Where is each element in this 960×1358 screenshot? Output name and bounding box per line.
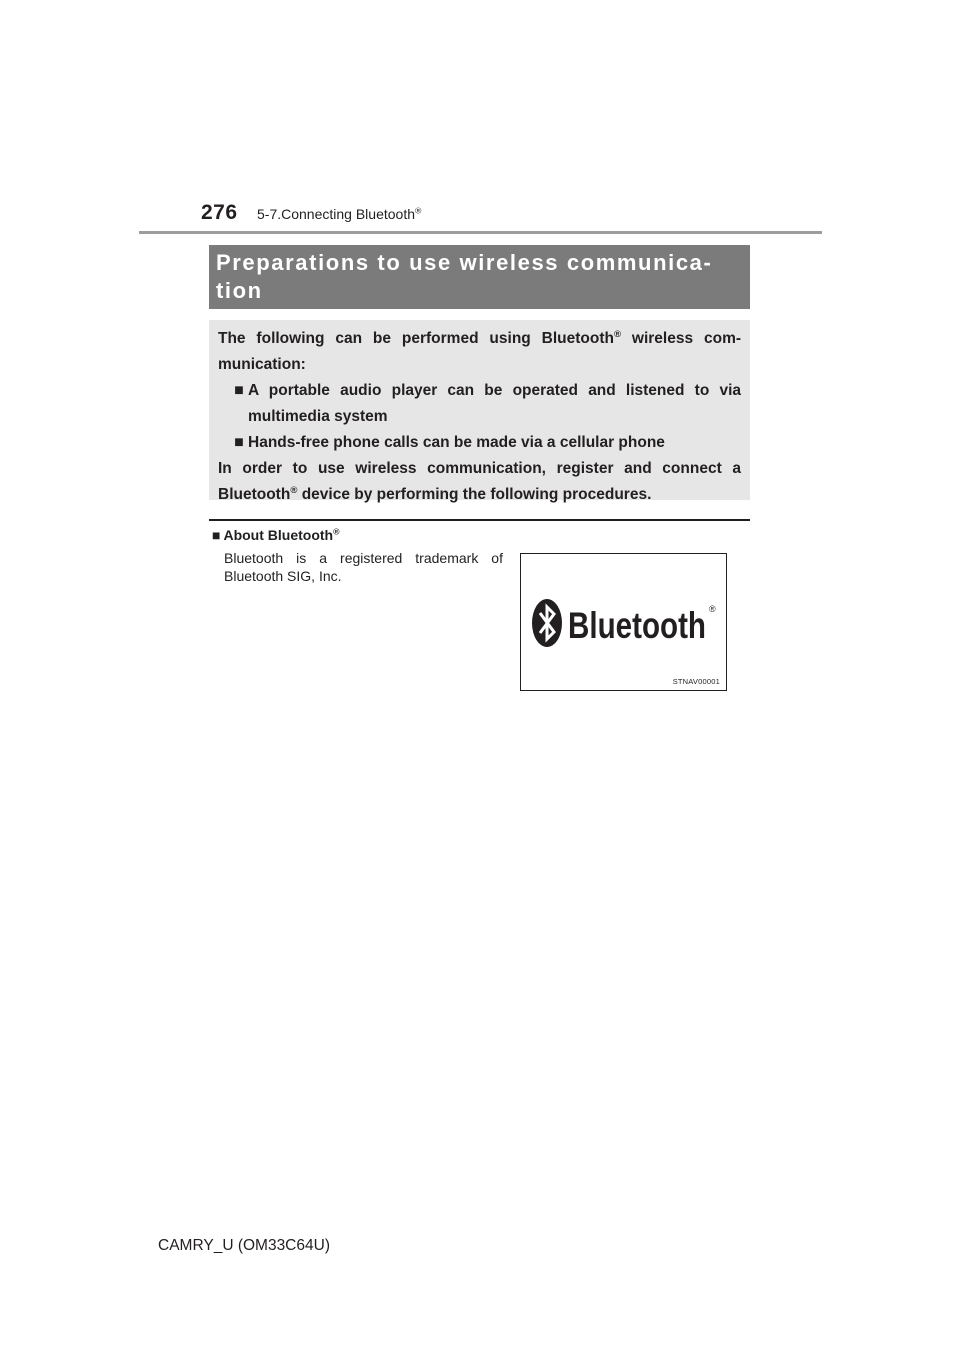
page-header [0,0,960,240]
header-rule [139,231,822,234]
square-bullet-icon: ■ [234,382,244,399]
page-number: 276 [201,201,238,224]
about-text: Bluetooth is a registered trademark of Bluetooth SIG, Inc. [224,550,503,584]
bluetooth-wordmark: Bluetooth [568,605,706,646]
registered-mark: ® [709,604,716,614]
about-heading [212,524,340,546]
intro-closing-text-end: device by performing the following procedures. [297,486,652,503]
list-item-text: A portable audio player can be operated and listened to via multimedia system [248,382,741,425]
bluetooth-logo [531,598,717,648]
intro-lead-text: The following can be performed using Bluetooth [218,330,614,347]
about-heading-text: About Bluetooth [223,527,334,543]
registered-mark: ® [333,526,340,537]
section-divider [209,519,750,521]
section-title-bar [209,245,750,309]
bluetooth-rune-icon [532,599,562,647]
footer-model-code: CAMRY_U (OM33C64U) [158,1237,330,1254]
square-bullet-icon: ■ [212,527,221,543]
intro-lead-text-end: wireless com-munication: [218,330,742,373]
registered-mark: ® [290,484,298,496]
square-bullet-icon: ■ [234,434,244,451]
list-item [218,430,741,456]
section-title: Preparations to use wireless communica-tion [216,250,713,303]
intro-closing [218,456,741,508]
section-reference-text: 5-7.Connecting Bluetooth [257,206,415,222]
section-reference [257,206,421,222]
list-item [218,378,741,430]
feature-list [218,378,741,456]
bluetooth-logo-figure [520,553,727,691]
registered-mark: ® [613,328,622,340]
list-item-text: Hands-free phone calls can be made via a cellular phone [248,434,665,451]
intro-lead [218,326,741,378]
figure-code: STNAV00001 [672,677,720,686]
registered-mark: ® [415,205,422,216]
intro-box [209,320,750,503]
intro-closing-text: In order to use wireless communication, register and connect a Bluetooth [218,460,741,503]
